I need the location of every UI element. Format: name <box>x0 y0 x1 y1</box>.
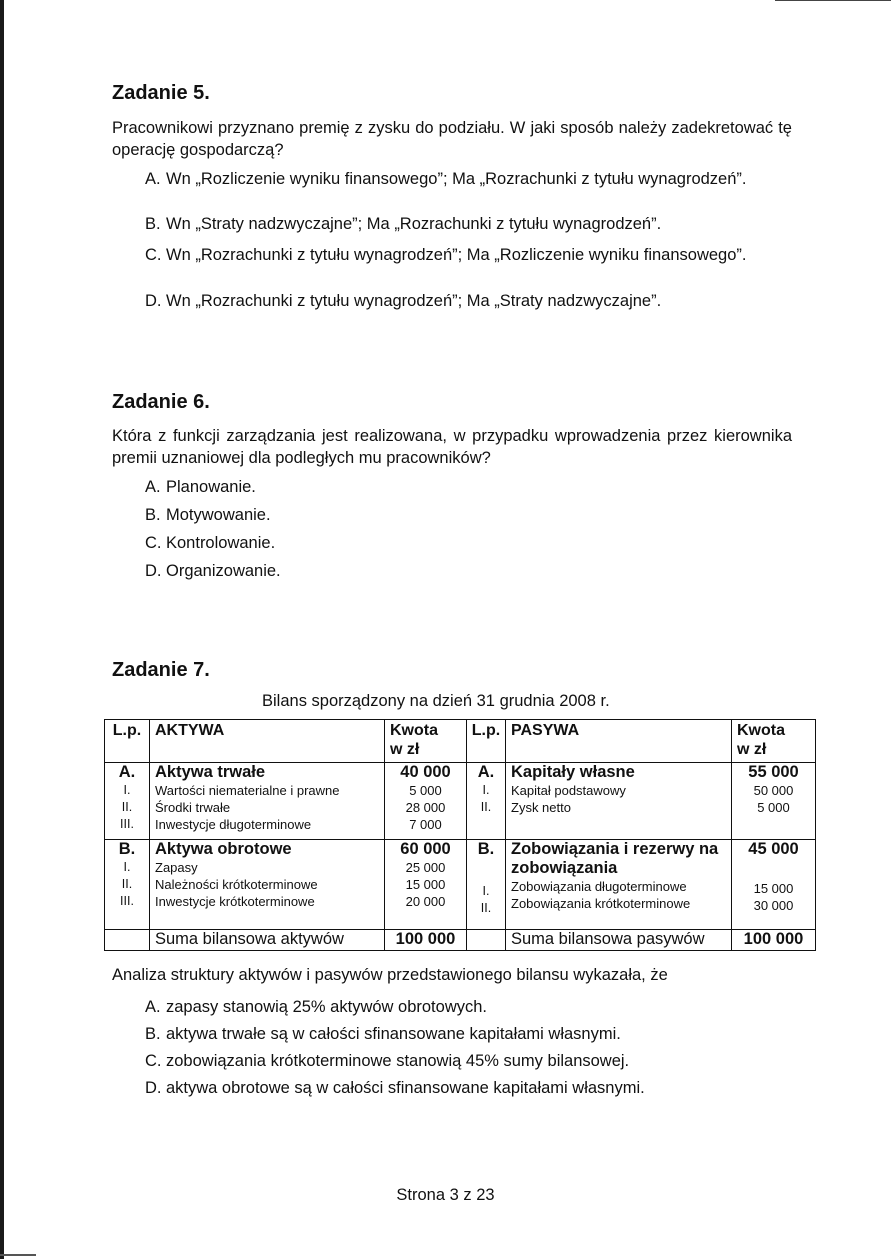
asset-item-name: Inwestycje długoterminowe <box>155 817 312 832</box>
task-5-question: Pracownikowi przyznano premię z zysku do podziału. W jaki sposób należy zadekretować tę operację gospodarczą? <box>112 119 792 159</box>
task-5-option-c[interactable] <box>145 244 793 266</box>
liability-b-lp-cell <box>467 840 506 930</box>
table-row-section-b <box>105 840 816 930</box>
liability-item-name: Zysk netto <box>511 800 571 815</box>
liability-group-name-line1: Zobowiązania i rezerwy na <box>511 840 719 858</box>
balance-sheet-caption: Bilans sporządzony na dzień 31 grudnia 2008 r. <box>262 692 610 710</box>
asset-item-name: Inwestycje krótkoterminowe <box>155 894 315 909</box>
liability-group-total: 45 000 <box>748 840 799 858</box>
option-text: zobowiązania krótkoterminowe stanowią 45% sumy bilansowej. <box>166 1052 630 1070</box>
liability-group-lp: A. <box>477 763 495 781</box>
task-7-option-a[interactable] <box>145 996 793 1018</box>
liability-item-value: 50 000 <box>753 783 794 798</box>
task-5-option-a[interactable] <box>145 168 793 190</box>
balance-sheet-table <box>104 719 816 951</box>
option-letter: C. <box>145 1052 162 1070</box>
asset-group-total: 60 000 <box>400 840 451 858</box>
liability-item-name: Zobowiązania krótkoterminowe <box>511 896 691 911</box>
asset-item-name: Należności krótkoterminowe <box>155 877 318 892</box>
option-text: Organizowanie. <box>166 562 281 580</box>
asset-item-name: Zapasy <box>155 860 198 875</box>
asset-group-total: 40 000 <box>400 763 451 781</box>
liability-group-total: 55 000 <box>748 763 799 781</box>
liability-item-value: 30 000 <box>753 898 794 913</box>
option-text: zapasy stanowią 25% aktywów obrotowych. <box>166 998 487 1016</box>
option-letter: B. <box>145 215 161 233</box>
task-7-question: Analiza struktury aktywów i pasywów przedstawionego bilansu wykazała, że <box>112 966 668 984</box>
liability-group-lp: B. <box>477 840 495 858</box>
header-kwota-line1: Kwota <box>737 722 785 739</box>
task-5-option-d[interactable] <box>145 290 793 312</box>
option-letter: D. <box>145 562 162 580</box>
asset-b-name-cell <box>150 840 385 930</box>
liability-item-name: Kapitał podstawowy <box>511 783 626 798</box>
asset-a-name-cell <box>150 763 385 840</box>
option-letter: A. <box>145 478 161 496</box>
asset-group-lp: A. <box>118 763 136 781</box>
liability-b-name-cell <box>506 840 732 930</box>
table-row-section-a <box>105 763 816 840</box>
option-letter: A. <box>145 998 161 1016</box>
task-6-option-d[interactable] <box>145 560 793 582</box>
option-letter: B. <box>145 1025 161 1043</box>
option-text: Wn „Rozrachunki z tytułu wynagrodzeń”; Ma „Rozliczenie wyniku finansowego”. <box>166 246 747 264</box>
task-6-option-c[interactable] <box>145 532 793 554</box>
asset-item-value: 5 000 <box>409 783 442 798</box>
sum-assets-label: Suma bilansowa aktywów <box>150 930 385 951</box>
header-pasywa: PASYWA <box>506 720 732 763</box>
liability-a-value-cell <box>732 763 816 840</box>
option-text: Planowanie. <box>166 478 256 496</box>
asset-item-lp: I. <box>123 783 131 797</box>
option-text: Wn „Straty nadzwyczajne”; Ma „Rozrachunki z tytułu wynagrodzeń”. <box>166 215 662 233</box>
asset-item-name: Wartości niematerialne i prawne <box>155 783 340 798</box>
task-7-option-b[interactable] <box>145 1023 793 1045</box>
option-text: Kontrolowanie. <box>166 534 276 552</box>
task-7-option-c[interactable] <box>145 1050 793 1072</box>
liability-item-lp: II. <box>480 901 492 915</box>
header-lp-2: L.p. <box>467 720 506 763</box>
liability-item-value: 5 000 <box>757 800 790 815</box>
asset-item-value: 20 000 <box>405 894 446 909</box>
task-7-title: Zadanie 7. <box>112 659 210 681</box>
sum-empty-cell <box>467 930 506 951</box>
option-text: aktywa obrotowe są w całości sfinansowane kapitałami własnymi. <box>166 1079 645 1097</box>
option-letter: C. <box>145 534 162 552</box>
asset-item-name: Środki trwałe <box>155 800 231 815</box>
task-6-title: Zadanie 6. <box>112 391 210 413</box>
task-7-option-d[interactable] <box>145 1077 793 1099</box>
option-text: Wn „Rozliczenie wyniku finansowego”; Ma „Rozrachunki z tytułu wynagrodzeń”. <box>166 170 747 188</box>
liability-a-lp-cell <box>467 763 506 840</box>
header-kwota-aktywa <box>385 720 467 763</box>
option-letter: D. <box>145 1079 162 1097</box>
header-kwota-line1: Kwota <box>390 722 438 739</box>
task-5-option-b[interactable] <box>145 213 793 235</box>
asset-item-value: 25 000 <box>405 860 446 875</box>
liability-item-value: 15 000 <box>753 881 794 896</box>
asset-item-value: 15 000 <box>405 877 446 892</box>
liability-a-name-cell <box>506 763 732 840</box>
asset-group-lp: B. <box>118 840 136 858</box>
option-letter: C. <box>145 246 162 264</box>
asset-item-lp: III. <box>120 894 134 908</box>
option-text: Wn „Rozrachunki z tytułu wynagrodzeń”; Ma „Straty nadzwyczajne”. <box>166 292 662 310</box>
liability-item-name: Zobowiązania długoterminowe <box>511 879 687 894</box>
option-text: aktywa trwałe są w całości sfinansowane kapitałami własnymi. <box>166 1025 621 1043</box>
table-row-sum <box>105 930 816 951</box>
header-kwota-line2: w zł <box>737 741 767 758</box>
asset-item-lp: I. <box>123 860 131 874</box>
header-lp: L.p. <box>105 720 150 763</box>
asset-group-name: Aktywa obrotowe <box>155 840 292 858</box>
header-kwota-pasywa <box>732 720 816 763</box>
sum-empty-cell <box>105 930 150 951</box>
liability-item-lp: II. <box>480 800 492 814</box>
asset-item-lp: II. <box>121 877 133 891</box>
task-6-question: Która z funkcji zarządzania jest realizowana, w przypadku wprowadzenia przez kierownika premii uznaniowej dla podległych mu pracowników? <box>112 427 792 467</box>
header-kwota-line2: w zł <box>390 741 420 758</box>
task-6-option-b[interactable] <box>145 504 793 526</box>
asset-item-lp: II. <box>121 800 133 814</box>
option-text: Motywowanie. <box>166 506 271 524</box>
table-header-row <box>105 720 816 763</box>
asset-a-lp-cell <box>105 763 150 840</box>
asset-item-lp: III. <box>120 817 134 831</box>
option-letter: B. <box>145 506 161 524</box>
sum-assets-value: 100 000 <box>385 930 467 951</box>
asset-b-lp-cell <box>105 840 150 930</box>
liability-b-value-cell <box>732 840 816 930</box>
asset-item-value: 28 000 <box>405 800 446 815</box>
page-bottom-mark <box>0 1254 36 1256</box>
liability-group-name-line2: zobowiązania <box>511 859 618 877</box>
page-number: Strona 3 z 23 <box>396 1186 495 1204</box>
task-5-title: Zadanie 5. <box>112 82 210 104</box>
liability-group-name: Kapitały własne <box>511 763 635 781</box>
page-top-line <box>775 0 891 1</box>
sum-liabilities-label: Suma bilansowa pasywów <box>506 930 732 951</box>
asset-item-value: 7 000 <box>409 817 442 832</box>
asset-b-value-cell <box>385 840 467 930</box>
sum-liabilities-value: 100 000 <box>732 930 816 951</box>
liability-item-lp: I. <box>482 884 490 898</box>
option-letter: D. <box>145 292 162 310</box>
page-left-edge <box>0 0 4 1259</box>
header-aktywa: AKTYWA <box>150 720 385 763</box>
task-6-option-a[interactable] <box>145 476 793 498</box>
liability-item-lp: I. <box>482 783 490 797</box>
option-letter: A. <box>145 170 161 188</box>
asset-group-name: Aktywa trwałe <box>155 763 266 781</box>
asset-a-value-cell <box>385 763 467 840</box>
